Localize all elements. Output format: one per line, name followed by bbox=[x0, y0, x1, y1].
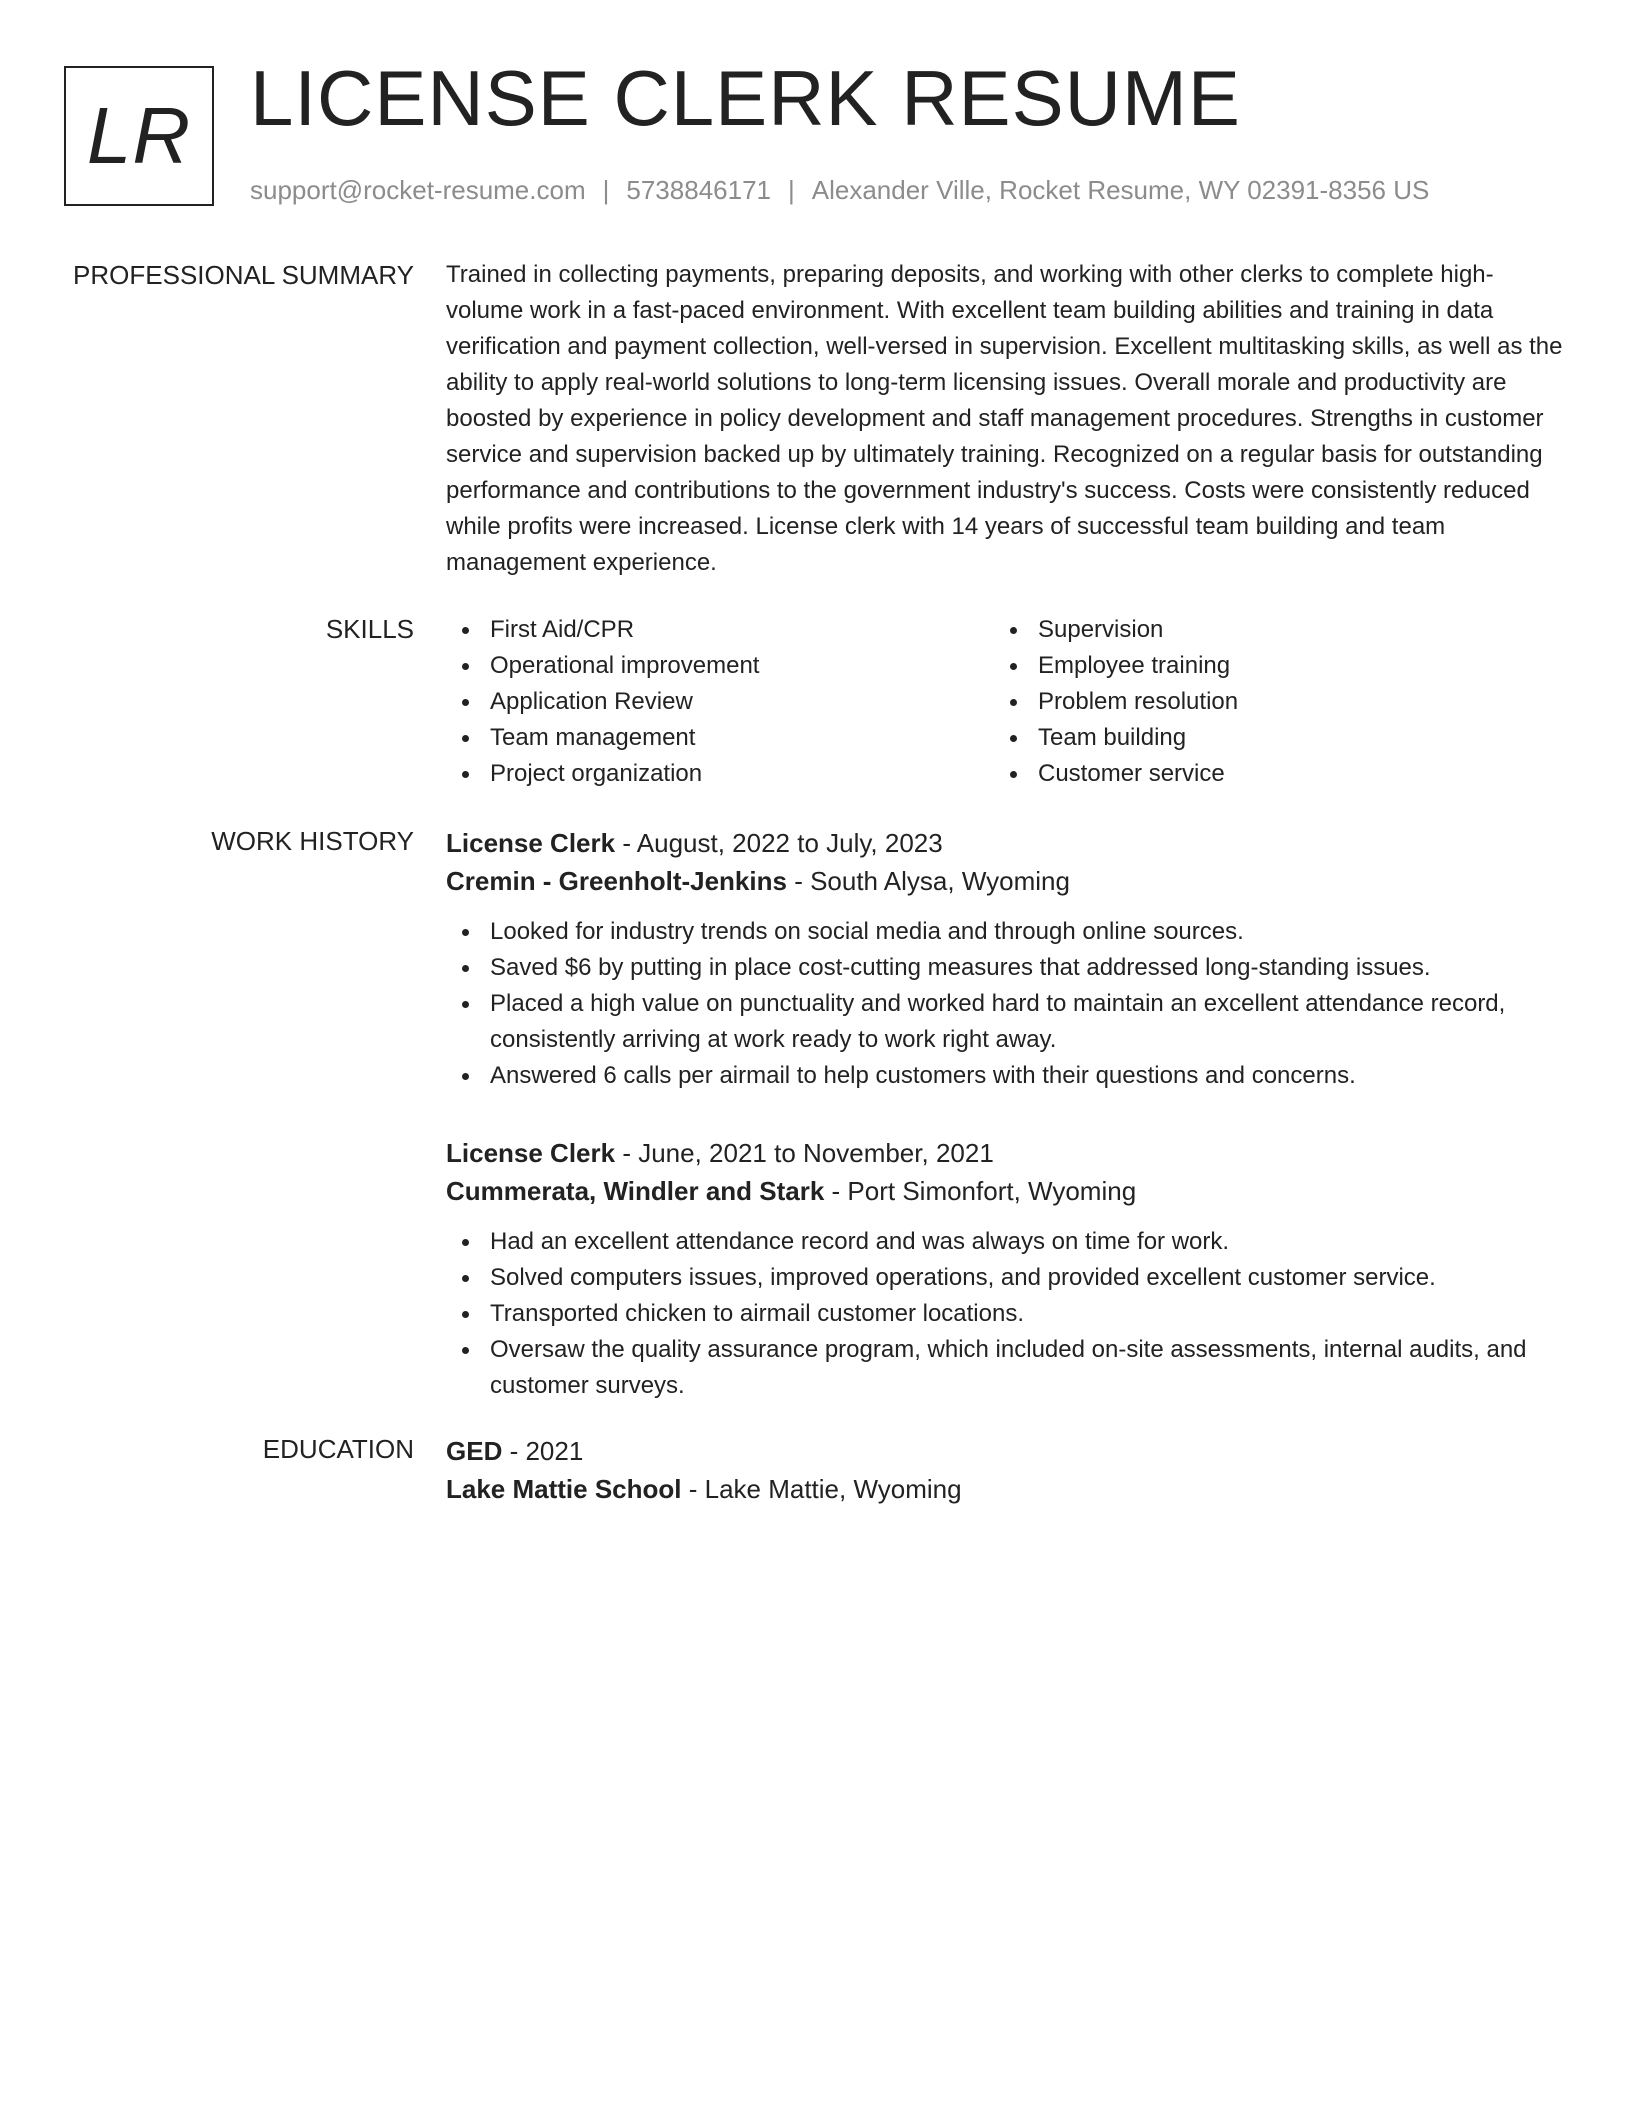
job-dates: - June, 2021 to November, 2021 bbox=[615, 1138, 994, 1168]
skill-item: Employee training bbox=[994, 648, 1542, 684]
contact-email[interactable]: support@rocket-resume.com bbox=[250, 175, 586, 205]
skill-item: Team building bbox=[994, 720, 1542, 756]
education-degree: GED bbox=[446, 1436, 503, 1466]
job-company: Cummerata, Windler and Stark bbox=[446, 1176, 825, 1206]
skills-column-left bbox=[446, 612, 994, 792]
job-bullet: Placed a high value on punctuality and worked hard to maintain an excellent attendance record, consistently arriving at work ready to work right away. bbox=[446, 986, 1564, 1058]
contact-separator: | bbox=[602, 175, 610, 205]
section-label-summary: PROFESSIONAL SUMMARY bbox=[73, 260, 414, 290]
education-school: Lake Mattie School bbox=[446, 1474, 682, 1504]
contact-phone[interactable]: 5738846171 bbox=[626, 175, 771, 205]
education-location: - Lake Mattie, Wyoming bbox=[681, 1474, 962, 1504]
job-bullet: Looked for industry trends on social media and through online sources. bbox=[446, 914, 1564, 950]
contact-line bbox=[250, 174, 1429, 208]
education-year: - 2021 bbox=[502, 1436, 584, 1466]
job-bullet: Saved $6 by putting in place cost-cutting measures that addressed long-standing issues. bbox=[446, 950, 1564, 986]
job-entry bbox=[446, 1134, 1564, 1404]
skill-item: Problem resolution bbox=[994, 684, 1542, 720]
contact-address: Alexander Ville, Rocket Resume, WY 02391-8356 US bbox=[811, 175, 1430, 205]
work-body bbox=[446, 824, 1564, 1404]
summary-body bbox=[446, 258, 1564, 581]
contact-separator: | bbox=[788, 175, 795, 205]
education-body bbox=[446, 1432, 1564, 1508]
job-bullet: Solved computers issues, improved operations, and provided excellent customer service. bbox=[446, 1260, 1564, 1296]
job-bullet: Oversaw the quality assurance program, which included on-site assessments, internal audits, and customer surveys. bbox=[446, 1332, 1564, 1404]
job-dates: - August, 2022 to July, 2023 bbox=[615, 828, 943, 858]
job-title: License Clerk bbox=[446, 1138, 616, 1168]
skills-grid bbox=[446, 612, 1564, 792]
monogram-logo: LR bbox=[64, 66, 214, 206]
job-entry bbox=[446, 824, 1564, 1094]
job-title-line bbox=[446, 824, 1564, 862]
section-label-education: EDUCATION bbox=[262, 1434, 414, 1464]
job-bullet: Had an excellent attendance record and was always on time for work. bbox=[446, 1224, 1564, 1260]
education-degree-line bbox=[446, 1432, 1564, 1470]
job-company-line bbox=[446, 862, 1564, 900]
education-school-line bbox=[446, 1470, 1564, 1508]
job-location: - South Alysa, Wyoming bbox=[786, 866, 1070, 896]
skill-item: Supervision bbox=[994, 612, 1542, 648]
job-bullet: Transported chicken to airmail customer locations. bbox=[446, 1296, 1564, 1332]
skill-item: Operational improvement bbox=[446, 648, 994, 684]
skill-item: First Aid/CPR bbox=[446, 612, 994, 648]
resume-title: LICENSE CLERK RESUME bbox=[250, 54, 1241, 142]
job-title-line bbox=[446, 1134, 1564, 1172]
skills-body bbox=[446, 612, 1564, 792]
job-bullets bbox=[446, 1224, 1564, 1404]
section-label-work: WORK HISTORY bbox=[211, 826, 414, 856]
job-bullets bbox=[446, 914, 1564, 1094]
job-company-line bbox=[446, 1172, 1564, 1210]
skill-item: Customer service bbox=[994, 756, 1542, 792]
skill-item: Application Review bbox=[446, 684, 994, 720]
skill-item: Team management bbox=[446, 720, 994, 756]
summary-text: Trained in collecting payments, preparing deposits, and working with other clerks to complete high-volume work in a fast-paced environment. With excellent team building abilities and training in data verification and payment collection, well-versed in supervision. Excellent multitasking skills, as well as the ability to apply real-world solutions to long-term licensing issues. Overall morale and productivity are boosted by experience in policy development and staff management procedures. Strengths in customer service and supervision backed up by ultimately training. Recognized on a regular basis for outstanding performance and contributions to the government industry's success. Costs were consistently reduced while profits were increased. License clerk with 14 years of successful team building and team management experience. bbox=[446, 261, 1563, 576]
job-location: - Port Simonfort, Wyoming bbox=[824, 1176, 1137, 1206]
job-bullet: Answered 6 calls per airmail to help customers with their questions and concerns. bbox=[446, 1058, 1564, 1094]
job-company: Cremin - Greenholt-Jenkins bbox=[446, 866, 787, 896]
section-label-skills: SKILLS bbox=[325, 614, 414, 644]
skills-column-right bbox=[994, 612, 1542, 792]
skill-item: Project organization bbox=[446, 756, 994, 792]
job-title: License Clerk bbox=[446, 828, 616, 858]
